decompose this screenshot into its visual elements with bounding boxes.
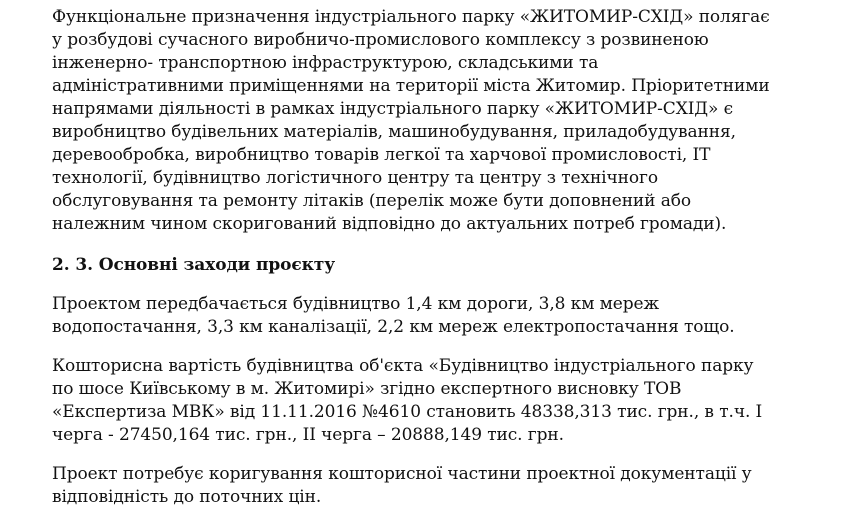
text-line: відповідність до поточних цін. (52, 487, 322, 507)
paragraph-purpose (52, 6, 829, 236)
paragraph-correction-needed (52, 463, 829, 509)
text-line: по шосе Київському в м. Житомирі» згідно експертного висновку ТОВ (52, 379, 682, 399)
text-line: Кошторисна вартість будівництва об'єкта «Будівництво індустріального парку (52, 356, 754, 376)
text-line: Функціональне призначення індустріального парку «ЖИТОМИР-СХІД» полягає (52, 7, 770, 27)
text-line: у розбудові сучасного виробничо-промислового комплексу з розвиненою (52, 30, 709, 50)
text-line: обслуговування та ремонту літаків (перелік може бути доповнений або (52, 191, 692, 211)
text-line: технології, будівництво логістичного центру та центру з технічного (52, 168, 658, 188)
paragraph-cost-estimate (52, 355, 829, 447)
section-heading: 2. 3. Основні заходи проєкту (52, 255, 336, 275)
text-line: інженерно- транспортною інфраструктурою, складськими та (52, 53, 599, 73)
text-line: належним чином скоригований відповідно до актуальних потреб громади). (52, 214, 727, 234)
text-line: «Експертиза МВК» від 11.11.2016 №4610 становить 48338,313 тис. грн., в т.ч. І (52, 402, 763, 422)
text-line: адміністративними приміщеннями на території міста Житомир. Пріоритетними (52, 76, 770, 96)
text-line: виробництво будівельних матеріалів, машинобудування, приладобудування, (52, 122, 736, 142)
text-line: напрямами діяльності в рамках індустріального парку «ЖИТОМИР-СХІД» є (52, 99, 734, 119)
text-line: водопостачання, 3,3 км каналізації, 2,2 км мереж електропостачання тощо. (52, 317, 735, 337)
text-line: Проект потребує коригування кошторисної частини проектної документації у (52, 464, 752, 484)
text-line: деревообробка, виробництво товарів легкої та харчової промисловості, ІТ (52, 145, 711, 165)
paragraph-construction-scope (52, 293, 829, 339)
text-line: Проектом передбачається будівництво 1,4 км дороги, 3,8 км мереж (52, 294, 660, 314)
text-line: черга - 27450,164 тис. грн., ІІ черга – 20888,149 тис. грн. (52, 425, 564, 445)
